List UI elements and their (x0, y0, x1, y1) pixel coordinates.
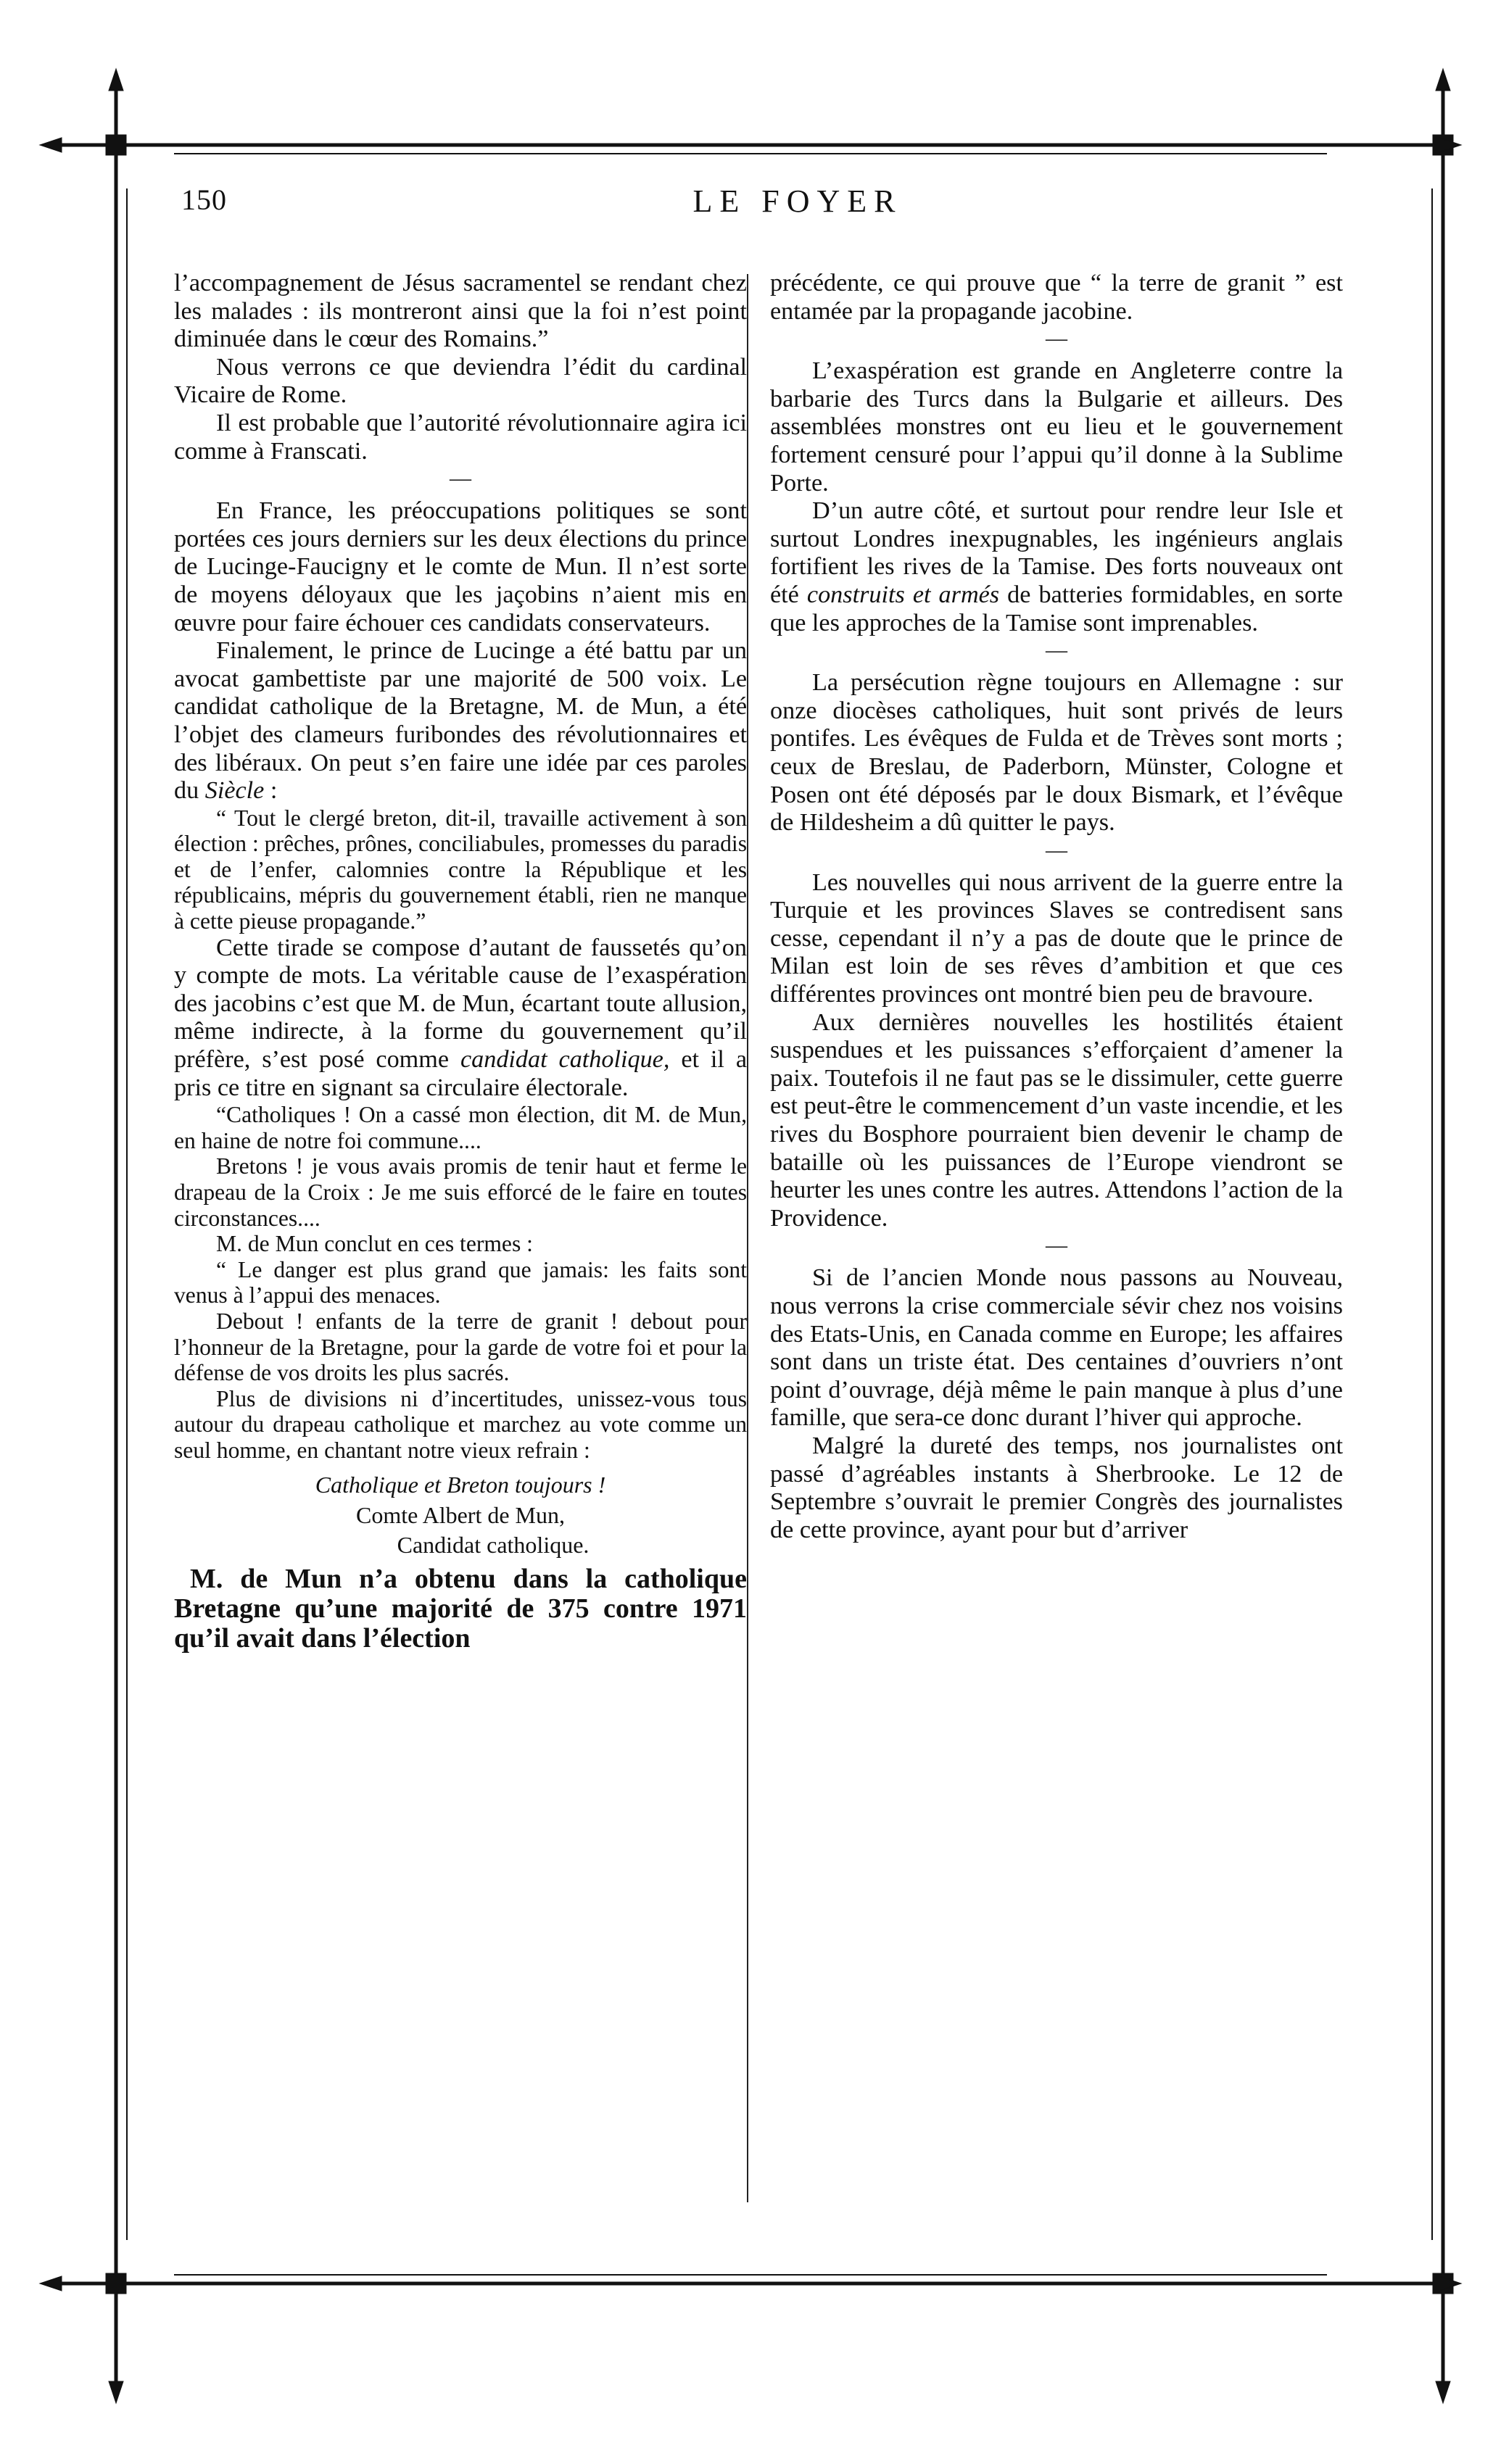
section-separator: — (1046, 837, 1067, 862)
quote-divisions: Plus de divisions ni d’incertitudes, unissez-vous tous autour du drapeau catholique et marchez au vote comme un seul homme, en chantant notre vieux refrain : (174, 1385, 747, 1463)
section-separator: — (1046, 638, 1067, 663)
right-paragraph-4: La persécution règne toujours en Allemagne : sur onze diocèses catholiques, huit sont privés de leurs pontifes. Les évêques de Fulda et de Trèves sont morts ; ceux de Breslau, de Paderborn, Münster, Cologne et Posen ont été déposés par le doux Bismark, et l’évêque de Hildesheim a dû quitter le pays. (770, 669, 1343, 837)
section-separator: — (1046, 1233, 1067, 1258)
page-number: 150 (181, 183, 227, 216)
right-paragraph-2: L’exaspération est grande en Angleterre contre la barbarie des Turcs dans la Bulgarie et ailleurs. Des assemblées monstres ont eu lieu et le gouvernement fortement censuré pour l’appui qu’il donne à la Sublime Porte. (770, 357, 1343, 497)
left-paragraph-4: En France, les préoccupations politiques se sont portées ces jours derniers sur les deux élections du prince de Lucinge-Faucigny et le comte de Mun. Il n’est sorte de moyens déloyaux que les jaçobins n’aient mis en œuvre pour faire échouer ces candidats conservateurs. (174, 497, 747, 636)
signature-name: Comte Albert de Mun, (356, 1502, 565, 1529)
left-paragraph-6: Cette tirade se compose d’autant de faussetés qu’on y compte de mots. La véritable cause de l’exaspération des jacobins c’est que M. de Mun, écartant toute allusion, même indirecte, à la forme du gouvernement qu’il préfère, s’est posé comme candidat catholique, et il a pris ce titre en signant sa circulaire électorale. (174, 934, 747, 1101)
right-paragraph-1: précédente, ce qui prouve que “ la terre de granit ” est entamée par la propagande jacobine. (770, 270, 1343, 325)
left-paragraph-1: l’accompagnement de Jésus sacramentel se rendant chez les malades : ils montreront ainsi que la foi n’est point diminuée dans le cœur des Romains.” (174, 270, 747, 353)
running-head (174, 183, 1421, 226)
section-separator: — (450, 466, 471, 491)
journal-title: LE FOYER (692, 183, 903, 219)
right-paragraph-6: Aux dernières nouvelles les hostilités étaient suspendues et les puissances s’efforçaient d’amener la paix. Toutefois il ne faut pas se le dissimuler, cette guerre est peut-être le commencement d’un vaste incendie, et les rives du Bosphore pourraient bien devenir le champ de bataille où les puissances de l’Europe viendront se heurter les unes contre les autres. Attendons l’action de la Providence. (770, 1008, 1343, 1232)
quote-bretons: Bretons ! je vous avais promis de tenir haut et ferme le drapeau de la Croix : Je me suis efforcé de le faire en toutes circonstances.... (174, 1153, 747, 1231)
left-paragraph-7: M. de Mun n’a obtenu dans la catholique Bretagne qu’une majorité de 375 contre 1971 qu’il avait dans l’élection (174, 1564, 747, 1654)
quote-conclusion-intro: M. de Mun conclut en ces termes : (216, 1231, 533, 1257)
right-paragraph-5: Les nouvelles qui nous arrivent de la guerre entre la Turquie et les provinces Slaves se contredisent sans cesse, cependant il n’y a pas de doute que le prince de Milan est loin de ses rêves d’ambition et que ces différentes provinces ont montré bien peu de bravoure. (770, 868, 1343, 1008)
refrain: Catholique et Breton toujours ! (315, 1471, 606, 1498)
column-divider (747, 274, 748, 2202)
quote-siecle: “ Tout le clergé breton, dit-il, travaille activement à son élection : prêches, prônes, conciliabules, promesses du paradis et de l’enfer, calomnies contre la République et les républicains, mépris du gouvernement établi, rien ne manque à cette pieuse propagande.” (174, 805, 747, 934)
left-paragraph-3: Il est probable que l’autorité révolutionnaire agira ici comme à Franscati. (174, 409, 747, 465)
quote-catholiques: “Catholiques ! On a cassé mon élection, dit M. de Mun, en haine de notre foi commune.... (174, 1102, 747, 1153)
signature-title: Candidat catholique. (397, 1531, 590, 1558)
right-column (770, 270, 1343, 1544)
right-paragraph-3: D’un autre côté, et surtout pour rendre leur Isle et surtout Londres inexpugnables, les ingénieurs anglais fortifient les rives de la Tamise. Des forts nouveaux ont été construits et armés de batteries formidables, en sorte que les approches de la Tamise sont imprenables. (770, 497, 1343, 636)
left-paragraph-2: Nous verrons ce que deviendra l’édit du cardinal Vicaire de Rome. (174, 353, 747, 409)
section-separator: — (1046, 326, 1067, 351)
right-paragraph-7: Si de l’ancien Monde nous passons au Nouveau, nous verrons la crise commerciale sévir chez nos voisins des Etats-Unis, en Canada comme en Europe; les affaires sont dans un triste état. Des centaines d’ouvriers n’ont point d’ouvrage, déjà même le pain manque à plus d’une famille, que sera-ce donc durant l’hiver qui approche. (770, 1264, 1343, 1432)
left-column (174, 270, 747, 1654)
left-paragraph-5: Finalement, le prince de Lucinge a été battu par un avocat gambettiste par une majorité de 500 voix. Le candidat catholique de la Bretagne, M. de Mun, a été l’objet des clameurs furibondes des révolutionnaires et des libéraux. On peut s’en faire une idée par ces paroles du Siècle : (174, 637, 747, 805)
right-paragraph-8: Malgré la dureté des temps, nos journalistes ont passé d’agréables instants à Sherbrooke. Le 12 de Septembre s’ouvrait le premier Congrès des journalistes de cette province, ayant pour but d’arriver (770, 1432, 1343, 1543)
quote-debout: Debout ! enfants de la terre de granit ! debout pour l’honneur de la Bretagne, pour la garde de votre foi et pour la défense de vos droits les plus sacrés. (174, 1308, 747, 1386)
quote-danger: “ Le danger est plus grand que jamais: les faits sont venus à l’appui des menaces. (174, 1256, 747, 1308)
